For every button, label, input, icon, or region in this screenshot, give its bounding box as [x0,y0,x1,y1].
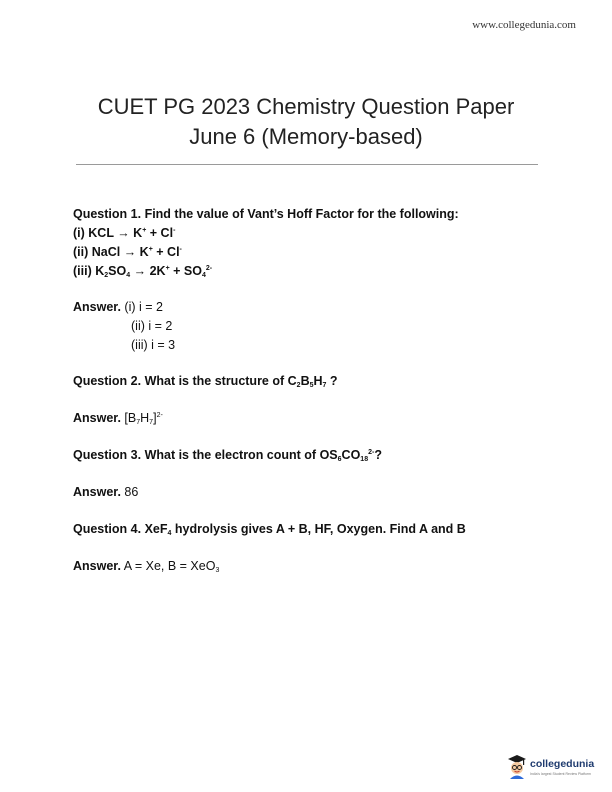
answer-2: Answer. $[B_7H_7]^{2-}$ [73,411,163,426]
question-1-heading [73,205,459,224]
question-3: Question 3. What is the electron count of $OS_6CO_{18}^{2-}$? [73,448,382,463]
collegedunia-logo [506,753,598,783]
answer-3-value: 86 [120,485,139,499]
question-2: Question 2. What is the structure of $C_2B_5H_7$ ? [73,374,338,389]
title-line-2: June 6 (Memory-based) [189,124,423,149]
graduate-mascot-icon [506,753,528,779]
answer-1-line-3: (iii) i = 3 [131,338,176,352]
question-1-text: Find the value of Vant’s Hoff Factor for the following: [144,207,459,221]
question-1-item-2: (ii) NaCl → K+ + Cl- [73,245,182,259]
answer-2-label: Answer. [73,411,121,425]
title-divider [76,164,538,165]
answer-1-line-1: (i) i = 2 [120,300,163,314]
answer-1-label: Answer. [73,300,121,314]
page-title [0,92,612,152]
question-3-label: Question 3. [73,448,142,462]
question-2-label: Question 2. [73,374,142,388]
question-1-item-3: (iii) $K_2SO_4 \to 2K^+ + SO_4^{2-}$ [73,264,213,279]
answer-4-label: Answer. [73,559,121,573]
answer-3-label: Answer. [73,485,121,499]
answer-3 [73,483,138,502]
answer-1 [73,298,175,355]
question-1-label: Question 1. [73,207,142,221]
question-1 [73,205,459,281]
site-url: www.collegedunia.com [472,19,576,31]
answer-4: Answer. A = Xe, B = XeO$_3$ [73,559,220,574]
question-1-item-1: (i) KCL → K+ + Cl- [73,226,176,240]
answer-1-line-2: (ii) i = 2 [131,319,173,333]
title-line-1: CUET PG 2023 Chemistry Question Paper [97,94,515,119]
logo-tagline: India's largest Student Review Platform [530,772,591,776]
question-4: Question 4. XeF$_4$ hydrolysis gives A + B, HF, Oxygen. Find A and B [73,522,466,537]
question-4-label: Question 4. [73,522,142,536]
logo-wordmark: collegedunia [530,758,595,770]
